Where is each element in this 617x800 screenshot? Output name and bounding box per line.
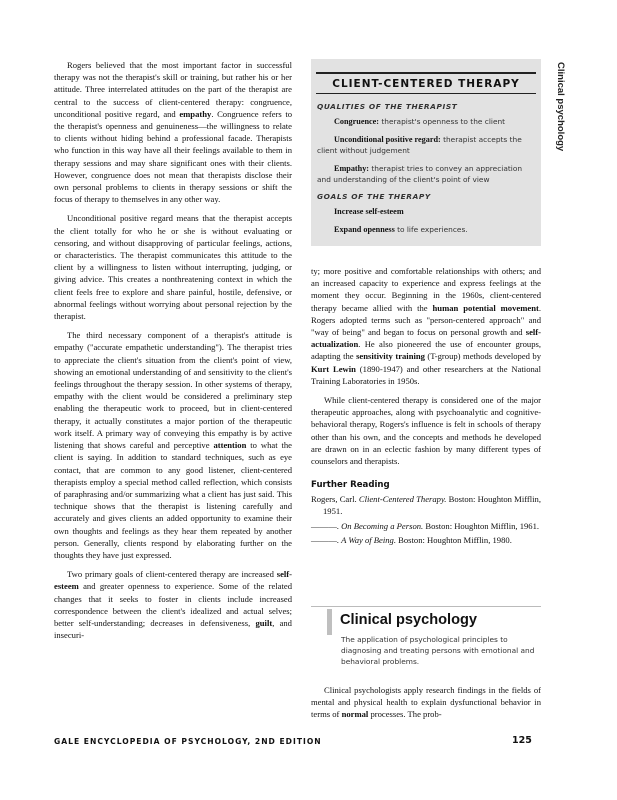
goal-openness: Expand openness to life experiences. (334, 225, 468, 234)
goals-heading: GOALS OF THE THERAPY (317, 192, 431, 201)
link-self-esteem[interactable]: self-esteem (54, 569, 292, 592)
quality-unconditional-regard: Unconditional positive regard: therapist accepts the client without judgement (317, 135, 522, 155)
goal-self-esteem: Increase self-esteem (334, 207, 404, 216)
reading-item: Rogers, Carl. Client-Centered Therapy. Boston: Houghton Mifflin, 1951. (311, 494, 541, 517)
quality-congruence: Congruence: therapist's openness to the client (334, 117, 506, 126)
section-divider (311, 606, 541, 607)
qualities-heading: QUALITIES OF THE THERAPIST (317, 102, 458, 111)
section-side-tab: Clinical psychology (555, 62, 566, 152)
reading-item: ———. On Becoming a Person. Boston: Houghton Mifflin, 1961. (311, 520, 540, 531)
sidebar-title: CLIENT-CENTERED THERAPY (316, 72, 536, 94)
entry-body (311, 684, 541, 728)
paragraph-goals: Two primary goals of client-centered therapy are increased self-esteem and greater openness to experience. Some of the related changes that it seeks to foster in clients include increased correspondence between the client's idealized and actual selves; better self-understanding; decreases in defensiveness, guilt, and insecuri- (54, 569, 292, 641)
paragraph-clinical-intro: Clinical psychologists apply research findings in the fields of mental and physical health to explain dysfunctional behavior in terms of normal processes. The prob- (311, 685, 541, 720)
link-self-actualization[interactable]: self-actualization (311, 327, 541, 350)
paragraph-influence: While client-centered therapy is considered one of the major therapeutic approaches, along with psychoanalytic and cognitive-behavioral therapy, Rogers's influence is felt in schools of therapy other than his own, and the concepts and methods he developed are drawn on in an eclectic fashion by many different types of counselors and therapists. (311, 395, 541, 467)
link-empathy[interactable]: empathy (179, 108, 212, 119)
sidebar-box (311, 59, 541, 246)
page-number: 125 (512, 735, 532, 746)
link-human-potential-movement[interactable]: human potential movement (432, 302, 539, 313)
paragraph-congruence: Rogers believed that the most important factor in successful therapy was not the therapist's skill or training, but rather his or her attitude. Three interrelated attitudes on the part of the therapist are central to the success of client-centered therapy: congruence, unconditional positive regard, and empathy. Congruence refers to the therapist's openness and genuineness—the willingness to relate to clients without hiding behind a professional facade. Therapists who function in this way have all their feelings available to them in therapy sessions and may share significant ones with their clients. However, congruence does not mean that therapists disclose their own personal problems to clients in therapy sessions or shift the focus of therapy to themselves in any other way. (54, 60, 292, 205)
entry-definition: The application of psychological principles to diagnosing and treating persons with emotional and behavioral problems. (341, 635, 535, 666)
entry-title: Clinical psychology (340, 612, 478, 628)
left-column (54, 59, 292, 648)
reading-item: ———. A Way of Being. Boston: Houghton Mifflin, 1980. (311, 535, 512, 546)
heading-marker-bar (327, 609, 332, 635)
link-normal[interactable]: normal (341, 709, 369, 720)
quality-empathy: Empathy: therapist tries to convey an appreciation and understanding of the client's point of view (317, 164, 523, 184)
link-guilt[interactable]: guilt (255, 617, 273, 628)
running-footer: GALE ENCYCLOPEDIA OF PSYCHOLOGY, 2ND EDITION (54, 737, 322, 746)
paragraph-continued: ty; more positive and comfortable relationships with others; and an increased capacity to experience and express feelings at the moment they occur. Beginning in the 1960s, client-centered therapy became allied with the human potential movement. Rogers adopted terms such as "person-centered approach" and "way of being" and began to focus on personal growth and self-actualization. He also pioneered the use of encounter groups, adapting the sensitivity training (T-group) methods developed by Kurt Lewin (1890-1947) and other researchers at the National Training Laboratories in 1950s. (311, 266, 542, 386)
further-reading-title: Further Reading (311, 480, 390, 491)
paragraph-unconditional-regard: Unconditional positive regard means that the therapist accepts the client totally for who he or she is without evaluating or censoring, and without disapproving of particular feelings, actions, or characteristics. The therapist communicates this attitude to the client by a willingness to listen without interrupting, judging, or giving advice. This creates a nonthreatening context in which the client feels free to explore and share painful, hostile, defensive, or abnormal feelings without worrying about personal rejection by the therapist. (54, 213, 292, 322)
link-sensitivity-training[interactable]: sensitivity training (356, 351, 425, 362)
link-attention[interactable]: attention (213, 440, 247, 451)
link-kurt-lewin[interactable]: Kurt Lewin (311, 363, 356, 374)
right-column (311, 265, 541, 550)
paragraph-empathy: The third necessary component of a therapist's attitude is empathy ("accurate empathetic understanding"). The therapist tries to appreciate the client's situation from the client's point of view, showing an emotional understanding of and sensitivity to the client's feelings throughout the therapy session. In other systems of therapy, empathy with the client would be considered a preliminary step enabling the therapeutic work to proceed, but in client-centered therapy, it actually constitutes a major portion of the therapeutic work itself. A primary way of conveying this empathy is by active listening that shows careful and perceptive attention to what the client is saying. In addition to standard techniques, such as eye contact, that are common to any good listener, client-centered therapists employ a special method called reflection, which consists of paraphrasing and/or summarizing what a client has just said. This technique shows that the therapist is listening carefully and accurately and gives clients an added opportunity to examine their own thoughts and feelings as they hear them repeated by another person. Generally, clients respond by elaborating further on the thoughts they have just expressed. (54, 330, 292, 560)
